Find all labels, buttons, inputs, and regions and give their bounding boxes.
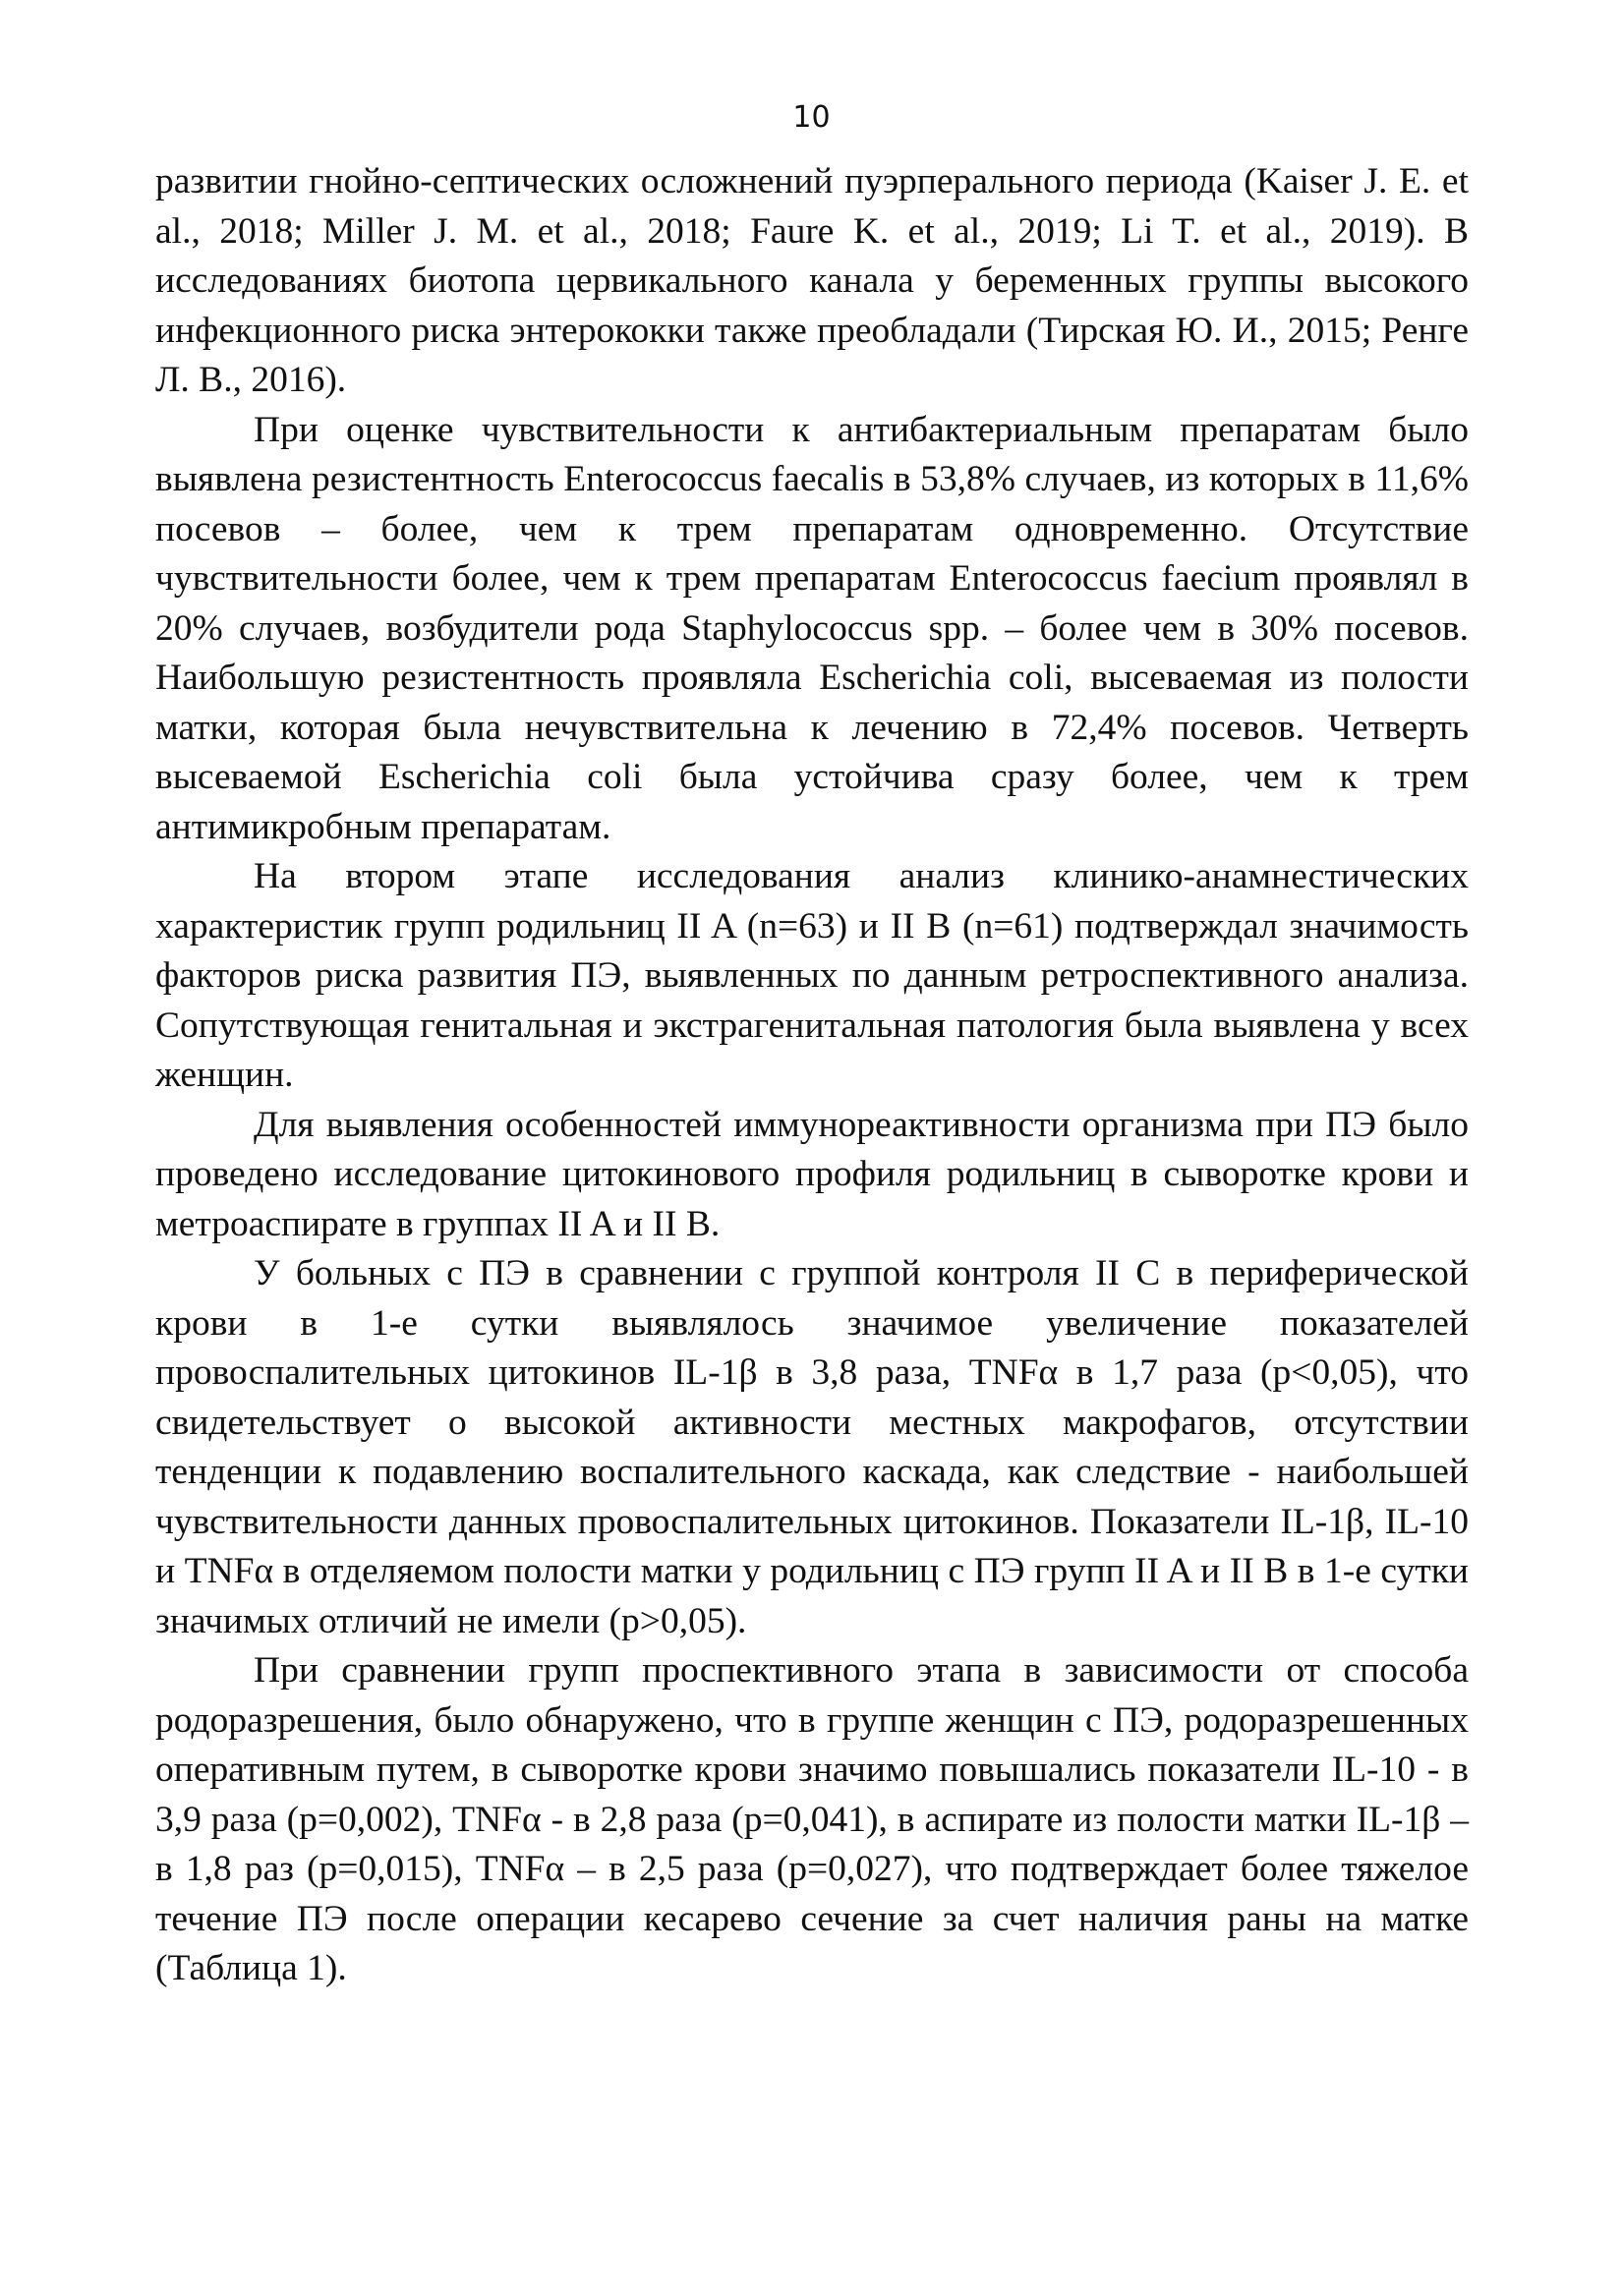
paragraph-immunoreactivity: Для выявления особенностей иммунореактивности организма при ПЭ было проведено исследование цитокинового профиля родильниц в сыворотке крови и метроаспирате в группах II A и II B. [155, 1104, 1469, 1244]
paragraph-second-stage: На втором этапе исследования анализ клинико-анамнестических характеристик групп родильниц II A (n=63) и II B (n=61) подтверждал значимость факторов риска развития ПЭ, выявленных по данным ретроспективного анализа. Сопутствующая генитальная и экстрагенитальная патология была выявлена у всех женщин. [155, 856, 1469, 1095]
document-body [155, 157, 1469, 1994]
paragraph-antibiotic-sensitivity: При оценке чувствительности к антибактериальным препаратам было выявлена резистентность Enterococcus faecalis в 53,8% случаев, из которых в 11,6% посевов – более, чем к трем препаратам одновременно. Отсутствие чувствительности более, чем к трем препаратам Enterococcus faecium проявлял в 20% случаев, возбудители рода Staphylococcus spp. – более чем в 30% посевов. Наибольшую резистентность проявляла Escherichia coli, высеваемая из полости матки, которая была нечувствительна к лечению в 72,4% посевов. Четверть высеваемой Escherichia coli была устойчива сразу более, чем к трем антимикробным препаратам. [155, 409, 1469, 847]
page-number: 10 [792, 100, 831, 135]
paragraph-delivery-method: При сравнении групп проспективного этапа в зависимости от способа родоразрешения, было обнаружено, что в группе женщин с ПЭ, родоразрешенных оперативным путем, в сыворотке крови значимо повышались показатели IL-10 - в 3,9 раза (p=0,002), TNFα - в 2,8 раза (p=0,041), в аспирате из полости матки IL-1β – в 1,8 раз (p=0,015), TNFα – в 2,5 раза (p=0,027), что подтверждает более тяжелое течение ПЭ после операции кесарево сечение за счет наличия раны на матке (Таблица 1). [155, 1650, 1469, 1988]
paragraph-cytokines-blood: У больных с ПЭ в сравнении с группой контроля II C в периферической крови в 1-е сутки выявлялось значимое увеличение показателей провоспалительных цитокинов IL-1β в 3,8 раза, TNFα в 1,7 раза (p<0,05), что свидетельствует о высокой активности местных макрофагов, отсутствии тенденции к подавлению воспалительного каскада, как следствие - наибольшей чувствительности данных провоспалительных цитокинов. Показатели IL-1β, IL-10 и TNFα в отделяемом полости матки у родильниц с ПЭ групп II A и II B в 1-е сутки значимых отличий не имели (p>0,05). [155, 1253, 1469, 1641]
paragraph-continued: развитии гнойно-септических осложнений пуэрперального периода (Kaiser J. E. et al., 2018; Miller J. M. et al., 2018; Faure K. et al., 2019; Li T. et al., 2019). В исследованиях биотопа цервикального канала у беременных группы высокого инфекционного риска энтерококки также преобладали (Тирская Ю. И., 2015; Ренге Л. В., 2016). [155, 161, 1469, 400]
